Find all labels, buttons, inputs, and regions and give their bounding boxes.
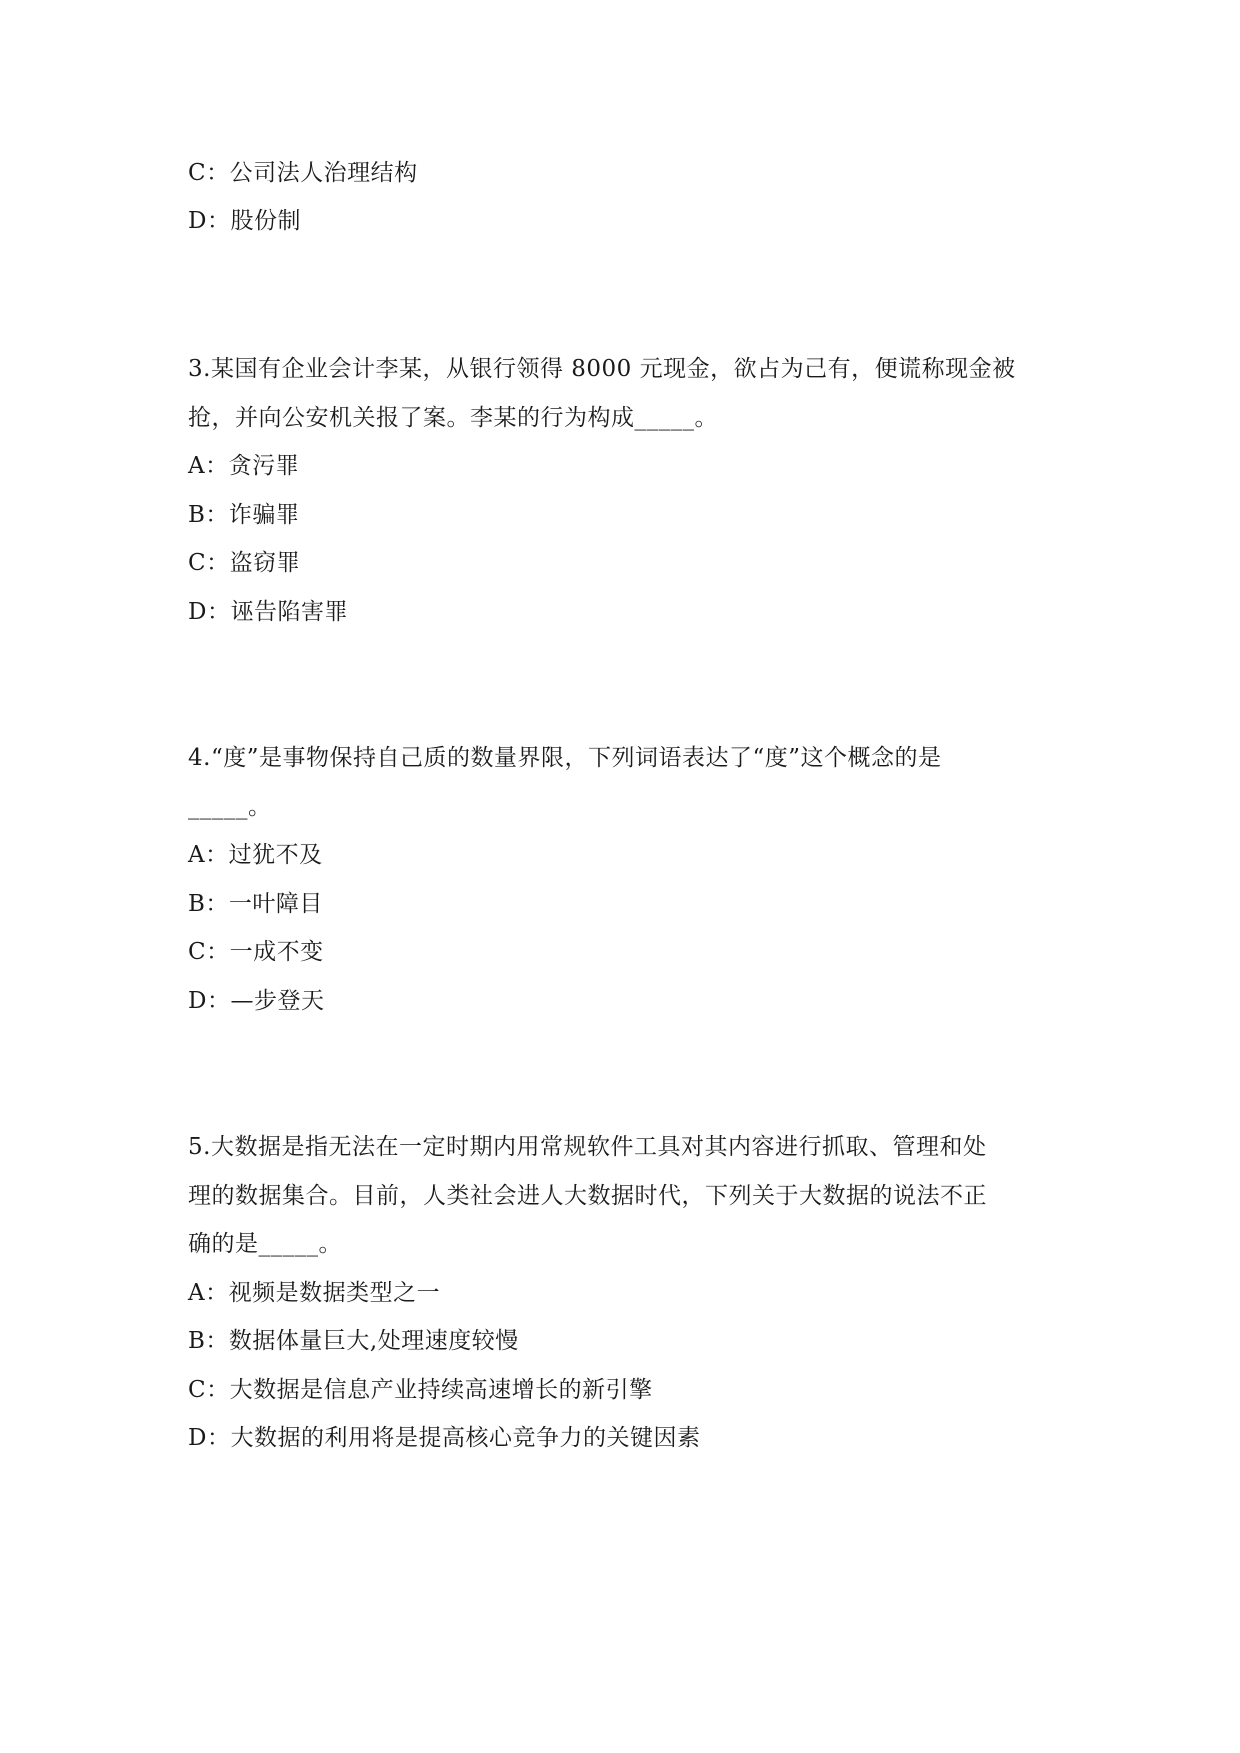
q5-option-d: D：大数据的利用将是提高核心竞争力的关键因素 — [188, 1425, 701, 1451]
q5-stem-line3: 确的是_____。 — [188, 1231, 342, 1257]
q4-stem-line1: 4.“度”是事物保持自己质的数量界限，下列词语表达了“度”这个概念的是 — [188, 745, 942, 771]
q5-option-a: A：视频是数据类型之一 — [188, 1280, 441, 1306]
q3-option-d: D：诬告陷害罪 — [188, 599, 348, 625]
q5-stem-line2: 理的数据集合。目前，人类社会进人大数据时代，下列关于大数据的说法不正 — [188, 1183, 987, 1209]
q3-option-b: B：诈骗罪 — [188, 502, 300, 528]
q3-option-c: C：盗窃罪 — [188, 550, 301, 576]
q5-option-b: B：数据体量巨大,处理速度较慢 — [188, 1328, 519, 1354]
q3-stem-line1: 3.某国有企业会计李某，从银行领得 8000 元现金，欲占为己有，便谎称现金被 — [188, 356, 1016, 382]
q3-option-a: A：贪污罪 — [188, 453, 300, 479]
q4-option-d: D：—步登天 — [188, 988, 325, 1014]
q4-stem-line2: _____。 — [188, 794, 272, 820]
q4-option-b: B：一叶障目 — [188, 891, 323, 917]
q5-stem-line1: 5.大数据是指无法在一定时期内用常规软件工具对其内容进行抓取、管理和处 — [188, 1134, 987, 1160]
q3-stem-line2: 抢，并向公安机关报了案。李某的行为构成_____。 — [188, 405, 718, 431]
q4-option-a: A：过犹不及 — [188, 842, 323, 868]
q2-option-d: D：股份制 — [188, 208, 301, 234]
q2-option-c: C：公司法人治理结构 — [188, 160, 418, 186]
q5-option-c: C：大数据是信息产业持续高速增长的新引擎 — [188, 1377, 653, 1403]
q4-option-c: C：一成不变 — [188, 939, 324, 965]
